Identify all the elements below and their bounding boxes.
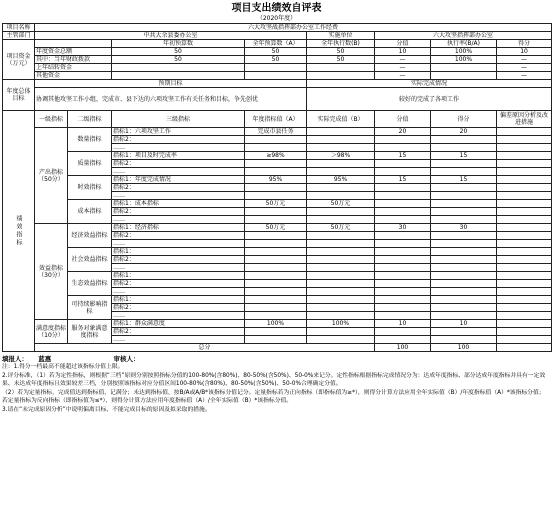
goals-expected-label: 预期目标: [35, 80, 307, 88]
perf-header: 偏差原因分析及改进措施: [497, 111, 552, 128]
got-score: [431, 296, 497, 304]
level3-indicator: ……: [112, 240, 245, 248]
level3-indicator: 指标1：经济指标: [112, 224, 245, 232]
actual-value: [307, 336, 375, 344]
perf-row: [3, 128, 552, 136]
level3-indicator: 指标1：项目及时完成率: [112, 152, 245, 160]
fund-value: [112, 72, 245, 80]
level2-indicator: 数量指标: [68, 128, 112, 152]
page-subtitle: （2020年度）: [256, 15, 297, 22]
actual-value: ＞98%: [307, 152, 375, 160]
got-score: [431, 336, 497, 344]
fund-value: [245, 72, 307, 80]
note-line: 注：1.得分一档最高不能超过该指标分值上限。: [2, 364, 124, 370]
score: [375, 184, 431, 192]
funds-header: 执行率(B/A): [431, 40, 497, 48]
actual-value: [307, 216, 375, 224]
impl: 六大攻坚指挥部办公室: [375, 32, 552, 40]
fund-value: —: [497, 64, 552, 72]
level3-indicator: 指标1：: [112, 248, 245, 256]
level3-indicator: 指标2：: [112, 256, 245, 264]
got-score: [431, 256, 497, 264]
level3-indicator: 指标1：群众满意度: [112, 320, 245, 328]
deviation-analysis: [497, 328, 552, 336]
funds-header: 分值: [375, 40, 431, 48]
level3-indicator: 指标1：成本指标: [112, 200, 245, 208]
fund-value: 50: [245, 56, 307, 64]
page-title: 项目支出绩效自评表: [231, 3, 322, 14]
actual-value: 95%: [307, 176, 375, 184]
fund-value: 100%: [431, 48, 497, 56]
annual-target: [245, 136, 307, 144]
level2-indicator: 服务对象满意度指标: [68, 320, 112, 344]
level3-indicator: ……: [112, 144, 245, 152]
level3-indicator: ……: [112, 312, 245, 320]
reviewer-label: 审核人：: [113, 355, 140, 363]
deviation-analysis: [497, 312, 552, 320]
score: [375, 336, 431, 344]
got-score: [431, 240, 497, 248]
score: [375, 200, 431, 208]
fund-value: 10: [375, 48, 431, 56]
deviation-analysis: [497, 240, 552, 248]
notes: [2, 363, 547, 414]
deviation-analysis: [497, 248, 552, 256]
got-score: [431, 288, 497, 296]
level3-indicator: 指标1：: [112, 272, 245, 280]
total-score: 100: [375, 344, 431, 352]
perf-row: [3, 248, 552, 256]
level3-indicator: ……: [112, 288, 245, 296]
deviation-analysis: [497, 304, 552, 312]
level3-indicator: 指标2：: [112, 328, 245, 336]
fund-row: [3, 56, 552, 64]
score: [375, 136, 431, 144]
got-score: [431, 216, 497, 224]
funds-header: 得分: [497, 40, 552, 48]
got-score: [431, 264, 497, 272]
fund-row: [3, 64, 552, 72]
note-line: 3.请在“未完成原因分析”中说明偏离目标、不能完成目标的原因及拟采取的措施。: [2, 407, 211, 413]
annual-target: [245, 192, 307, 200]
got-score: [431, 208, 497, 216]
note-line: 2.评分标准，（1）若为定性指标，则根据“三档”原则分别按照指标分值的100-80%(含80%)、80-50%(含50%)、50-0%来记分。定性指标根据指标完成情况分为：达成年度指标、部分达成年度指标并具有一定效果、未达成年度指标且效果较差三档，分别按照该指标对应分值区间100-80%(含80%)、80-50%(含50%)、50-0%合理确定分值。: [2, 373, 546, 387]
actual-value: [307, 248, 375, 256]
level2-indicator: 生态效益指标: [68, 272, 112, 296]
score: 30: [375, 224, 431, 232]
deviation-analysis: [497, 280, 552, 288]
level3-indicator: 指标2：: [112, 304, 245, 312]
score: [375, 296, 431, 304]
fund-value: [307, 64, 375, 72]
fund-value: 50: [112, 56, 245, 64]
deviation-analysis: [497, 136, 552, 144]
deviation-analysis: [497, 232, 552, 240]
score: [375, 208, 431, 216]
actual-value: [307, 240, 375, 248]
score: [375, 240, 431, 248]
deviation-analysis: [497, 224, 552, 232]
level3-indicator: 指标1：: [112, 296, 245, 304]
filler-label: 填报人：: [2, 355, 28, 363]
annual-target: [245, 168, 307, 176]
level3-indicator: ……: [112, 168, 245, 176]
annual-target: [245, 256, 307, 264]
fund-value: —: [375, 72, 431, 80]
funds-header: 年初预算数: [112, 40, 245, 48]
perf-row: [3, 152, 552, 160]
deviation-analysis: [497, 288, 552, 296]
fund-value: [245, 64, 307, 72]
fund-value: 10: [497, 48, 552, 56]
project-name-label: 项目名称: [3, 24, 35, 32]
got-score: [431, 136, 497, 144]
fund-value: —: [497, 72, 552, 80]
score: [375, 312, 431, 320]
deviation-analysis: [497, 336, 552, 344]
score: [375, 216, 431, 224]
level2-indicator: 社会效益指标: [68, 248, 112, 272]
perf-row: [3, 272, 552, 280]
level2-indicator: 时效指标: [68, 176, 112, 200]
total-blank: [497, 344, 552, 352]
actual-value: [307, 128, 375, 136]
score: 15: [375, 152, 431, 160]
score: [375, 304, 431, 312]
actual-value: [307, 232, 375, 240]
got-score: [431, 192, 497, 200]
level3-indicator: 指标2：: [112, 280, 245, 288]
annual-target: [245, 232, 307, 240]
page: [0, 3, 553, 514]
perf-header: 年度指标值（A）: [245, 111, 307, 128]
level3-indicator: 指标2：: [112, 184, 245, 192]
goals-actual-label: 实际完成情况: [307, 80, 552, 88]
level3-indicator: 指标2：: [112, 208, 245, 216]
got-score: [431, 232, 497, 240]
actual-value: 100%: [307, 320, 375, 328]
annual-target: [245, 296, 307, 304]
impl-label: 实施单位: [307, 32, 375, 40]
deviation-analysis: [497, 192, 552, 200]
fund-value: —: [375, 64, 431, 72]
total-label: 总分: [35, 344, 375, 352]
level3-indicator: 指标1：年度完成情况: [112, 176, 245, 184]
level3-indicator: ……: [112, 192, 245, 200]
got-score: 10: [431, 320, 497, 328]
fund-row-label: 其中：当年财政拨款: [35, 56, 112, 64]
annual-target: 50万元: [245, 200, 307, 208]
deviation-analysis: [497, 168, 552, 176]
actual-value: [307, 192, 375, 200]
fund-row-label: 其他资金: [35, 72, 112, 80]
annual-target: [245, 208, 307, 216]
score: 10: [375, 320, 431, 328]
level1-indicator: 产出指标（50分）: [35, 128, 68, 224]
annual-target: [245, 160, 307, 168]
perf-row: [3, 296, 552, 304]
actual-value: [307, 264, 375, 272]
goals-label: 年度总体目标: [3, 80, 35, 111]
annual-target: 完成市县任务: [245, 128, 307, 136]
perf-header: 二级指标: [68, 111, 112, 128]
fund-row: [3, 48, 552, 56]
score: [375, 192, 431, 200]
annual-target: [245, 304, 307, 312]
level3-indicator: 指标1：六项攻坚工作: [112, 128, 245, 136]
score: [375, 160, 431, 168]
perf-row: [3, 176, 552, 184]
deviation-analysis: [497, 256, 552, 264]
fund-value: [431, 72, 497, 80]
got-score: [431, 312, 497, 320]
funds-label: 项目资金（万元）: [3, 40, 35, 80]
fund-value: 50: [245, 48, 307, 56]
level1-indicator: 满意度指标（10分）: [35, 320, 68, 344]
perf-side-label: 绩效指标: [3, 111, 35, 352]
deviation-analysis: [497, 320, 552, 328]
score: [375, 272, 431, 280]
actual-value: [307, 312, 375, 320]
deviation-analysis: [497, 296, 552, 304]
perf-row: [3, 224, 552, 232]
actual-value: [307, 256, 375, 264]
project-name: 六大攻坚战指挥部办公室工作经费: [35, 24, 552, 32]
annual-target: [245, 328, 307, 336]
level3-indicator: ……: [112, 264, 245, 272]
level2-indicator: 质量指标: [68, 152, 112, 176]
level3-indicator: 指标2：: [112, 160, 245, 168]
self-evaluation-table: [2, 23, 552, 352]
got-score: [431, 328, 497, 336]
goals-expected: 协调其他攻坚工作小组，完成市、县下达的六项攻坚工作有关任务和目标，争先创优: [35, 88, 307, 111]
fund-value: 50: [112, 48, 245, 56]
score: [375, 144, 431, 152]
deviation-analysis: [497, 264, 552, 272]
got-score: [431, 144, 497, 152]
annual-target: [245, 240, 307, 248]
deviation-analysis: [497, 176, 552, 184]
actual-value: 50万元: [307, 200, 375, 208]
perf-header: 一级指标: [35, 111, 68, 128]
actual-value: [307, 272, 375, 280]
actual-value: [307, 144, 375, 152]
score: [375, 264, 431, 272]
annual-target: 50万元: [245, 224, 307, 232]
got-score: [431, 168, 497, 176]
funds-header-blank: [35, 40, 112, 48]
actual-value: [307, 168, 375, 176]
score: [375, 232, 431, 240]
actual-value: [307, 328, 375, 336]
score: [375, 168, 431, 176]
perf-header: 分值: [375, 111, 431, 128]
note-line: （2）若为定量指标，完成值达到指标值，记满分；未达到指标值，按B/A或A/B*该指标分值记分。定量指标若为正向指标（即指标值为≥*），则得分计算方法应用全年实际值（B）/年度指标值（A）*该指标分值；若定量指标为反向指标（即指标值为≤*），则得分计算方法应用年度指标值（A）/全年实际值（B）*该指标分值。: [2, 390, 545, 404]
annual-target: [245, 272, 307, 280]
annual-target: 100%: [245, 320, 307, 328]
score: 15: [375, 176, 431, 184]
fund-row-label: 年度资金总额: [35, 48, 112, 56]
annual-target: [245, 144, 307, 152]
deviation-analysis: [497, 152, 552, 160]
fund-value: [431, 64, 497, 72]
got-score: [431, 200, 497, 208]
goals-actual: 较好的完成了各项工作: [307, 88, 552, 111]
actual-value: [307, 184, 375, 192]
funds-header: 全年执行数(B): [307, 40, 375, 48]
annual-target: [245, 280, 307, 288]
level3-indicator: 指标2：: [112, 232, 245, 240]
got-score: 15: [431, 176, 497, 184]
deviation-analysis: [497, 184, 552, 192]
actual-value: [307, 304, 375, 312]
deviation-analysis: [497, 160, 552, 168]
actual-value: [307, 288, 375, 296]
actual-value: [307, 280, 375, 288]
deviation-analysis: [497, 272, 552, 280]
annual-target: [245, 216, 307, 224]
got-score: [431, 248, 497, 256]
got-score: [431, 272, 497, 280]
got-score: 15: [431, 152, 497, 160]
level1-indicator: 效益指标（30分）: [35, 224, 68, 320]
fund-value: —: [375, 56, 431, 64]
actual-value: [307, 136, 375, 144]
got-score: [431, 280, 497, 288]
fund-row: [3, 72, 552, 80]
filler-name: 蓝惠: [38, 355, 52, 363]
dept-label: 主管部门: [3, 32, 35, 40]
level2-indicator: 经济效益指标: [68, 224, 112, 248]
perf-row: [3, 320, 552, 328]
level3-indicator: ……: [112, 336, 245, 344]
level3-indicator: ……: [112, 216, 245, 224]
fund-value: 50: [307, 56, 375, 64]
score: [375, 248, 431, 256]
score: [375, 256, 431, 264]
score: [375, 280, 431, 288]
funds-header: 全年预算数（A）: [245, 40, 307, 48]
actual-value: 50万元: [307, 224, 375, 232]
deviation-analysis: [497, 216, 552, 224]
annual-target: 95%: [245, 176, 307, 184]
fund-value: [307, 72, 375, 80]
level2-indicator: 成本指标: [68, 200, 112, 224]
level2-indicator: 可持续影响指标: [68, 296, 112, 320]
perf-header: 三级指标: [112, 111, 245, 128]
got-score: [431, 160, 497, 168]
annual-target: ≥98%: [245, 152, 307, 160]
score: 20: [375, 128, 431, 136]
signature-line: [2, 354, 553, 363]
fund-value: 100%: [431, 56, 497, 64]
perf-header: 得分: [431, 111, 497, 128]
deviation-analysis: [497, 200, 552, 208]
perf-header: 实际完成值（B）: [307, 111, 375, 128]
deviation-analysis: [497, 208, 552, 216]
deviation-analysis: [497, 128, 552, 136]
annual-target: [245, 248, 307, 256]
actual-value: [307, 296, 375, 304]
annual-target: [245, 312, 307, 320]
fund-row-label: 上年结转资金: [35, 64, 112, 72]
got-score: 20: [431, 128, 497, 136]
got-score: [431, 304, 497, 312]
got-score: 30: [431, 224, 497, 232]
level3-indicator: 指标2：: [112, 136, 245, 144]
annual-target: [245, 336, 307, 344]
annual-target: [245, 288, 307, 296]
fund-value: 50: [307, 48, 375, 56]
score: [375, 328, 431, 336]
total-got: 100: [431, 344, 497, 352]
fund-value: —: [497, 56, 552, 64]
actual-value: [307, 208, 375, 216]
score: [375, 288, 431, 296]
perf-row: [3, 200, 552, 208]
dept: 中共大余县委办公室: [35, 32, 307, 40]
annual-target: [245, 264, 307, 272]
actual-value: [307, 160, 375, 168]
deviation-analysis: [497, 144, 552, 152]
got-score: [431, 184, 497, 192]
fund-value: [112, 64, 245, 72]
annual-target: [245, 184, 307, 192]
